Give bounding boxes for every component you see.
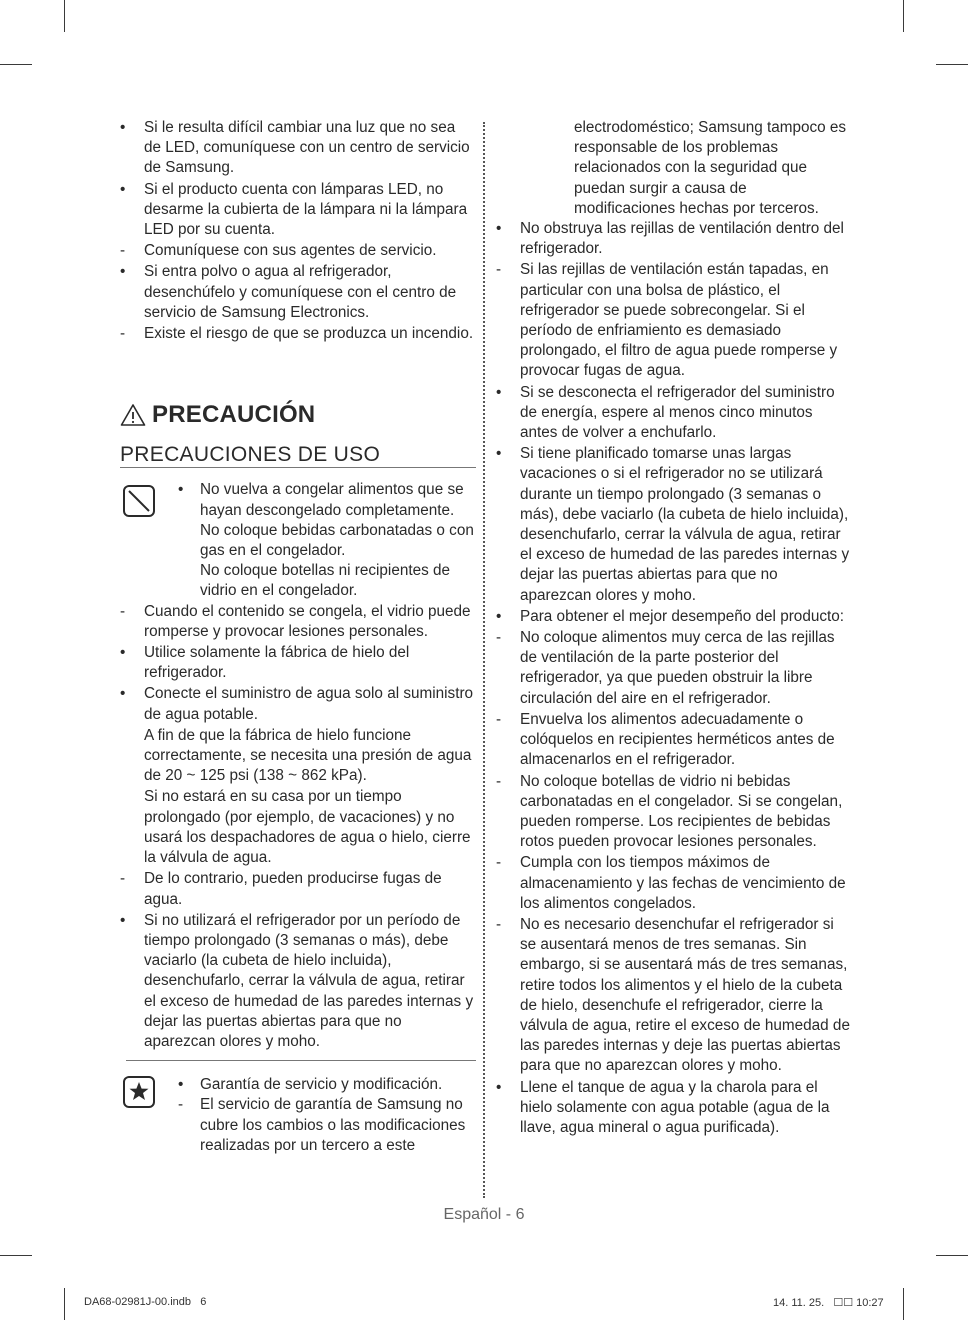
- bullet-marker: •: [120, 685, 126, 703]
- caution-heading: [120, 403, 476, 427]
- list-item: [120, 684, 476, 724]
- list-item-text: Cumpla con los tiempos máximos de almacenamiento y las fechas de vencimiento de los alimentos congelados.: [520, 854, 846, 912]
- dash-marker: -: [496, 629, 502, 647]
- list-item-text: Llene el tanque de agua y la charola para el hielo solamente con agua potable (agua de la llave, agua mineral o agua purificada).: [520, 1078, 830, 1136]
- list-item: [120, 480, 476, 520]
- list-item: [120, 787, 476, 868]
- list-item-text: Utilice solamente la fábrica de hielo del refrigerador.: [144, 644, 410, 682]
- crop-mark: [936, 1255, 968, 1256]
- list-item-text: Si las rejillas de ventilación están tapadas, en particular con una bolsa de plástico, el refrigerador se puede sobrecongelar. Si el período de enfriamiento es demasiado prolongado, el filtro de agua puede romperse y provocar fugas de agua.: [520, 261, 838, 380]
- list-item-text: De lo contrario, pueden producirse fugas de agua.: [144, 870, 442, 908]
- print-slug-date: 14. 11. 25. ☐☐ 10:27: [773, 1297, 884, 1309]
- bullet-marker: •: [120, 263, 126, 281]
- list-item-text: No vuelva a congelar alimentos que se hayan descongelado completamente.: [200, 481, 464, 519]
- list-item-text: A fin de que la fábrica de hielo funcione correctamente, se necesita una presión de agua de 20 ~ 125 psi (138 ~ 862 kPa).: [144, 726, 472, 785]
- dash-marker: -: [496, 261, 502, 279]
- list-item: [120, 324, 476, 344]
- list-item-text: No coloque botellas ni recipientes de vidrio en el congelador.: [200, 562, 451, 600]
- list-item: [496, 628, 852, 709]
- left-list-b: [120, 602, 476, 1052]
- continuation-text: electrodoméstico; Samsung tampoco es responsable de los problemas relacionados con la seguridad que puedan surgir a causa de modificaciones hechas por terceros.: [574, 119, 847, 217]
- dash-marker: -: [120, 870, 126, 888]
- bullet-marker: •: [120, 180, 126, 198]
- bullet-marker: •: [120, 911, 126, 929]
- caution-title: PRECAUCIÓN: [152, 401, 316, 429]
- list-item: [496, 444, 852, 606]
- prohibit-list: [120, 480, 476, 601]
- crop-mark: [936, 64, 968, 65]
- note-block: [120, 1075, 476, 1156]
- list-item: [120, 521, 476, 561]
- crop-mark: [903, 1288, 904, 1320]
- list-item: [496, 772, 852, 853]
- right-column: [496, 118, 852, 1139]
- list-item-text: No coloque botellas de vidrio ni bebidas carbonatadas en el congelador. Si se congelan, pueden romperse. Los recipientes de bebidas rotos pueden provocar lesiones personales.: [520, 772, 843, 851]
- list-item: [496, 710, 852, 771]
- list-item: [120, 561, 476, 601]
- dash-marker: -: [120, 602, 126, 620]
- list-item: [496, 915, 852, 1077]
- list-item-text: Si le resulta difícil cambiar una luz que no sea de LED, comuníquese con un centro de servicio de Samsung.: [144, 119, 470, 177]
- list-item-text: Envuelva los alimentos adecuadamente o colóquelos en recipientes herméticos antes de almacenarlos en el refrigerador.: [520, 710, 835, 769]
- list-item-text: El servicio de garantía de Samsung no cubre los cambios o las modificaciones realizadas por un tercero a este: [200, 1096, 466, 1154]
- list-item-text: Cuando el contenido se congela, el vidrio puede romperse y provocar lesiones personales.: [144, 602, 471, 640]
- page-number: Español - 6: [443, 1206, 525, 1223]
- dash-marker: -: [178, 1096, 184, 1114]
- list-item: [496, 219, 852, 259]
- crop-mark: [64, 0, 65, 32]
- list-item: [120, 1075, 476, 1095]
- list-item: [120, 911, 476, 1052]
- dash-marker: -: [496, 772, 502, 790]
- bullet-marker: •: [178, 1076, 184, 1094]
- left-list-a: [120, 118, 476, 344]
- list-item-text: Si entra polvo o agua al refrigerador, desenchúfelo y comuníquese con el centro de servicio de Samsung Electronics.: [144, 263, 457, 321]
- list-item: [496, 260, 852, 381]
- list-item-text: Conecte el suministro de agua solo al suministro de agua potable.: [144, 685, 474, 723]
- print-slug-file: DA68-02981J-00.indb 6: [84, 1296, 207, 1308]
- list-item: [120, 643, 476, 683]
- bullet-marker: •: [496, 1078, 502, 1096]
- list-item: [120, 602, 476, 642]
- list-item: [120, 869, 476, 909]
- list-item: [496, 607, 852, 627]
- list-item: [496, 383, 852, 444]
- list-item: [120, 118, 476, 179]
- section-title: PRECAUCIONES DE USO: [120, 445, 476, 468]
- crop-mark: [0, 1255, 32, 1256]
- bullet-marker: •: [120, 119, 126, 136]
- bullet-marker: •: [178, 481, 184, 499]
- note-list: [120, 1075, 476, 1156]
- list-item-text: Comuníquese con sus agentes de servicio.: [144, 242, 437, 260]
- list-item-text: Si se desconecta el refrigerador del suministro de energía, espere al menos cinco minutos antes de volver a enchufarlo.: [520, 383, 835, 442]
- list-item-text: Si no utilizará el refrigerador por un período de tiempo prolongado (3 semanas o más), debe vaciarlo (la cubeta de hielo incluida), desenchufarlo, cerrar la válvula de agua, retirar el exceso de humedad de las paredes internas y dejar las puertas abiertas para que no aparezcan olores y moho.: [144, 911, 474, 1050]
- list-item-text: No obstruya las rejillas de ventilación dentro del refrigerador.: [520, 220, 844, 258]
- dash-marker: -: [120, 242, 126, 260]
- dash-marker: -: [120, 325, 126, 343]
- bullet-marker: •: [120, 644, 126, 662]
- list-item-text: Si tiene planificado tomarse unas largas vacaciones o si el refrigerador no se utilizará durante un tiempo prolongado (3 semanas o más), debe vaciarlo (la cubeta de hielo incluida), desenchufarlo, cerrar la válvula de agua, retirar el exceso de humedad de las paredes internas y dejar las puertas abiertas para que no aparezcan olores y moho.: [520, 445, 850, 604]
- column-divider: [483, 122, 485, 1198]
- dash-marker: -: [496, 854, 502, 872]
- bullet-marker: •: [496, 383, 502, 401]
- list-item-text: No coloque bebidas carbonatadas o con gas en el congelador.: [200, 521, 474, 560]
- prohibit-block: [120, 480, 476, 601]
- crop-mark: [0, 64, 32, 65]
- right-list: [496, 219, 852, 1138]
- list-item-text: No coloque alimentos muy cerca de las rejillas de ventilación de la parte posterior del refrigerador, ya que pueden obstruir la libre circulación del aire en el refrigerador.: [520, 629, 835, 707]
- list-item-text: No es necesario desenchufar el refrigerador si se ausentará menos de tres semanas. Sin embargo, si se ausentará más de tres semanas, retire todos los alimentos y el hielo de la cubeta de hielo, desenchufe el refrigerador, cierre la válvula de agua, retire el exceso de humedad de las paredes internas y deje las puertas abiertas para que no aparezcan olores y moho.: [520, 915, 850, 1075]
- list-item-text: Garantía de servicio y modificación.: [200, 1076, 443, 1094]
- list-item: [120, 1095, 476, 1156]
- list-item: [120, 262, 476, 323]
- list-item: [496, 853, 852, 914]
- list-item-text: Si el producto cuenta con lámparas LED, no desarme la cubierta de la lámpara ni la lámpara LED por su cuenta.: [144, 180, 468, 239]
- dash-marker: -: [496, 710, 502, 728]
- crop-mark: [64, 1288, 65, 1320]
- list-item: [120, 726, 476, 787]
- bullet-marker: •: [496, 607, 502, 625]
- warning-icon: [120, 403, 146, 427]
- list-item-text: Existe el riesgo de que se produzca un incendio.: [144, 325, 474, 343]
- list-item-text: Si no estará en su casa por un tiempo prolongado (por ejemplo, de vacaciones) y no usará los despachadores de agua o hielo, cierre la válvula de agua.: [144, 788, 471, 867]
- bullet-marker: •: [496, 220, 502, 238]
- list-item: [496, 1078, 852, 1139]
- note-separator: [126, 1060, 476, 1061]
- list-item: [120, 241, 476, 261]
- bullet-marker: •: [496, 445, 502, 463]
- list-item-text: Para obtener el mejor desempeño del producto:: [520, 607, 844, 625]
- list-item: [120, 180, 476, 241]
- crop-mark: [903, 0, 904, 32]
- dash-marker: -: [496, 915, 502, 933]
- left-column: [120, 118, 476, 1156]
